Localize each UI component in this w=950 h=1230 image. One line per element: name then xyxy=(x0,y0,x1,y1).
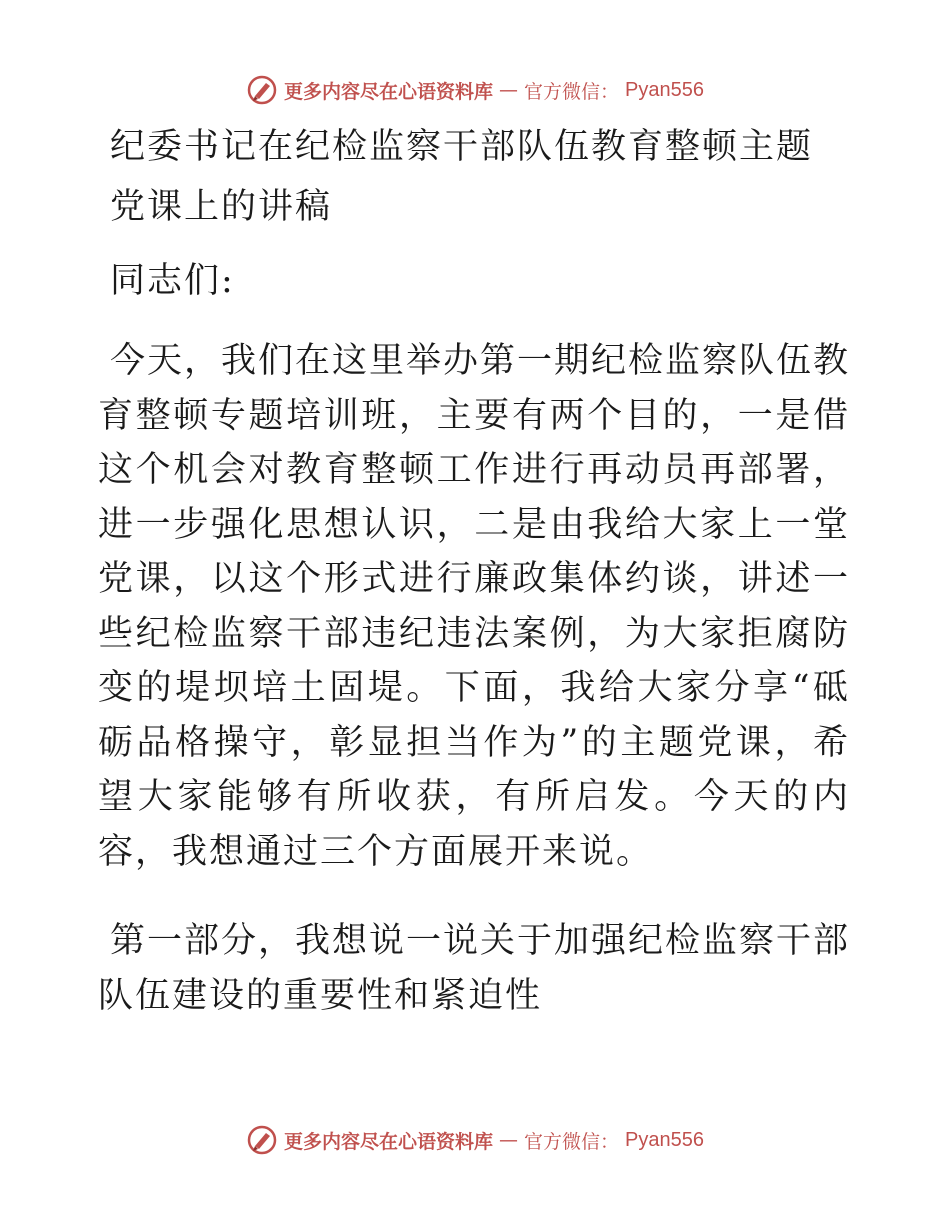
pen-circle-logo-icon xyxy=(246,1124,278,1156)
watermark-wechat-id: Pyan556 xyxy=(625,78,704,101)
document-title-line-2: 党课上的讲稿 xyxy=(110,187,333,227)
document-body xyxy=(98,125,858,1058)
paragraph-1: 今天，我们在这里举办第一期纪检监察队伍教育整顿专题培训班，主要有两个目的，一是借这个机会对教育整顿工作进行再动员再部署，进一步强化思想认识，二是由我给大家上一堂党课，以这个形式进行廉政集体约谈，讲述一些纪检监察干部违纪违法案例，为大家拒腐防变的堤坝培土固堤。下面，我给大家分享“砥砺品格操守，彰显担当作为”的主题党课，希望大家能够有所收获，有所启发。今天的内容，我想通过三个方面展开来说。 xyxy=(98,341,851,872)
watermark-separator: — xyxy=(499,1129,519,1151)
watermark-official-label: 官方微信： xyxy=(524,80,620,103)
watermark-wechat-id: Pyan556 xyxy=(625,1128,704,1151)
footer-watermark xyxy=(0,1120,950,1160)
paragraph-2: 第一部分，我想说一说关于加强纪检监察干部队伍建设的重要性和紧迫性 xyxy=(98,921,851,1016)
watermark-separator: — xyxy=(499,79,519,101)
watermark-main-text: 更多内容尽在心语资料库 xyxy=(284,80,494,103)
document-title-line-1: 纪委书记在纪检监察干部队伍教育整顿主题 xyxy=(110,127,814,167)
watermark-official-label: 官方微信： xyxy=(524,1130,620,1153)
watermark-main-text: 更多内容尽在心语资料库 xyxy=(284,1130,494,1153)
header-watermark xyxy=(0,70,950,110)
pen-circle-logo-icon xyxy=(246,74,278,106)
greeting: 同志们: xyxy=(110,261,235,301)
